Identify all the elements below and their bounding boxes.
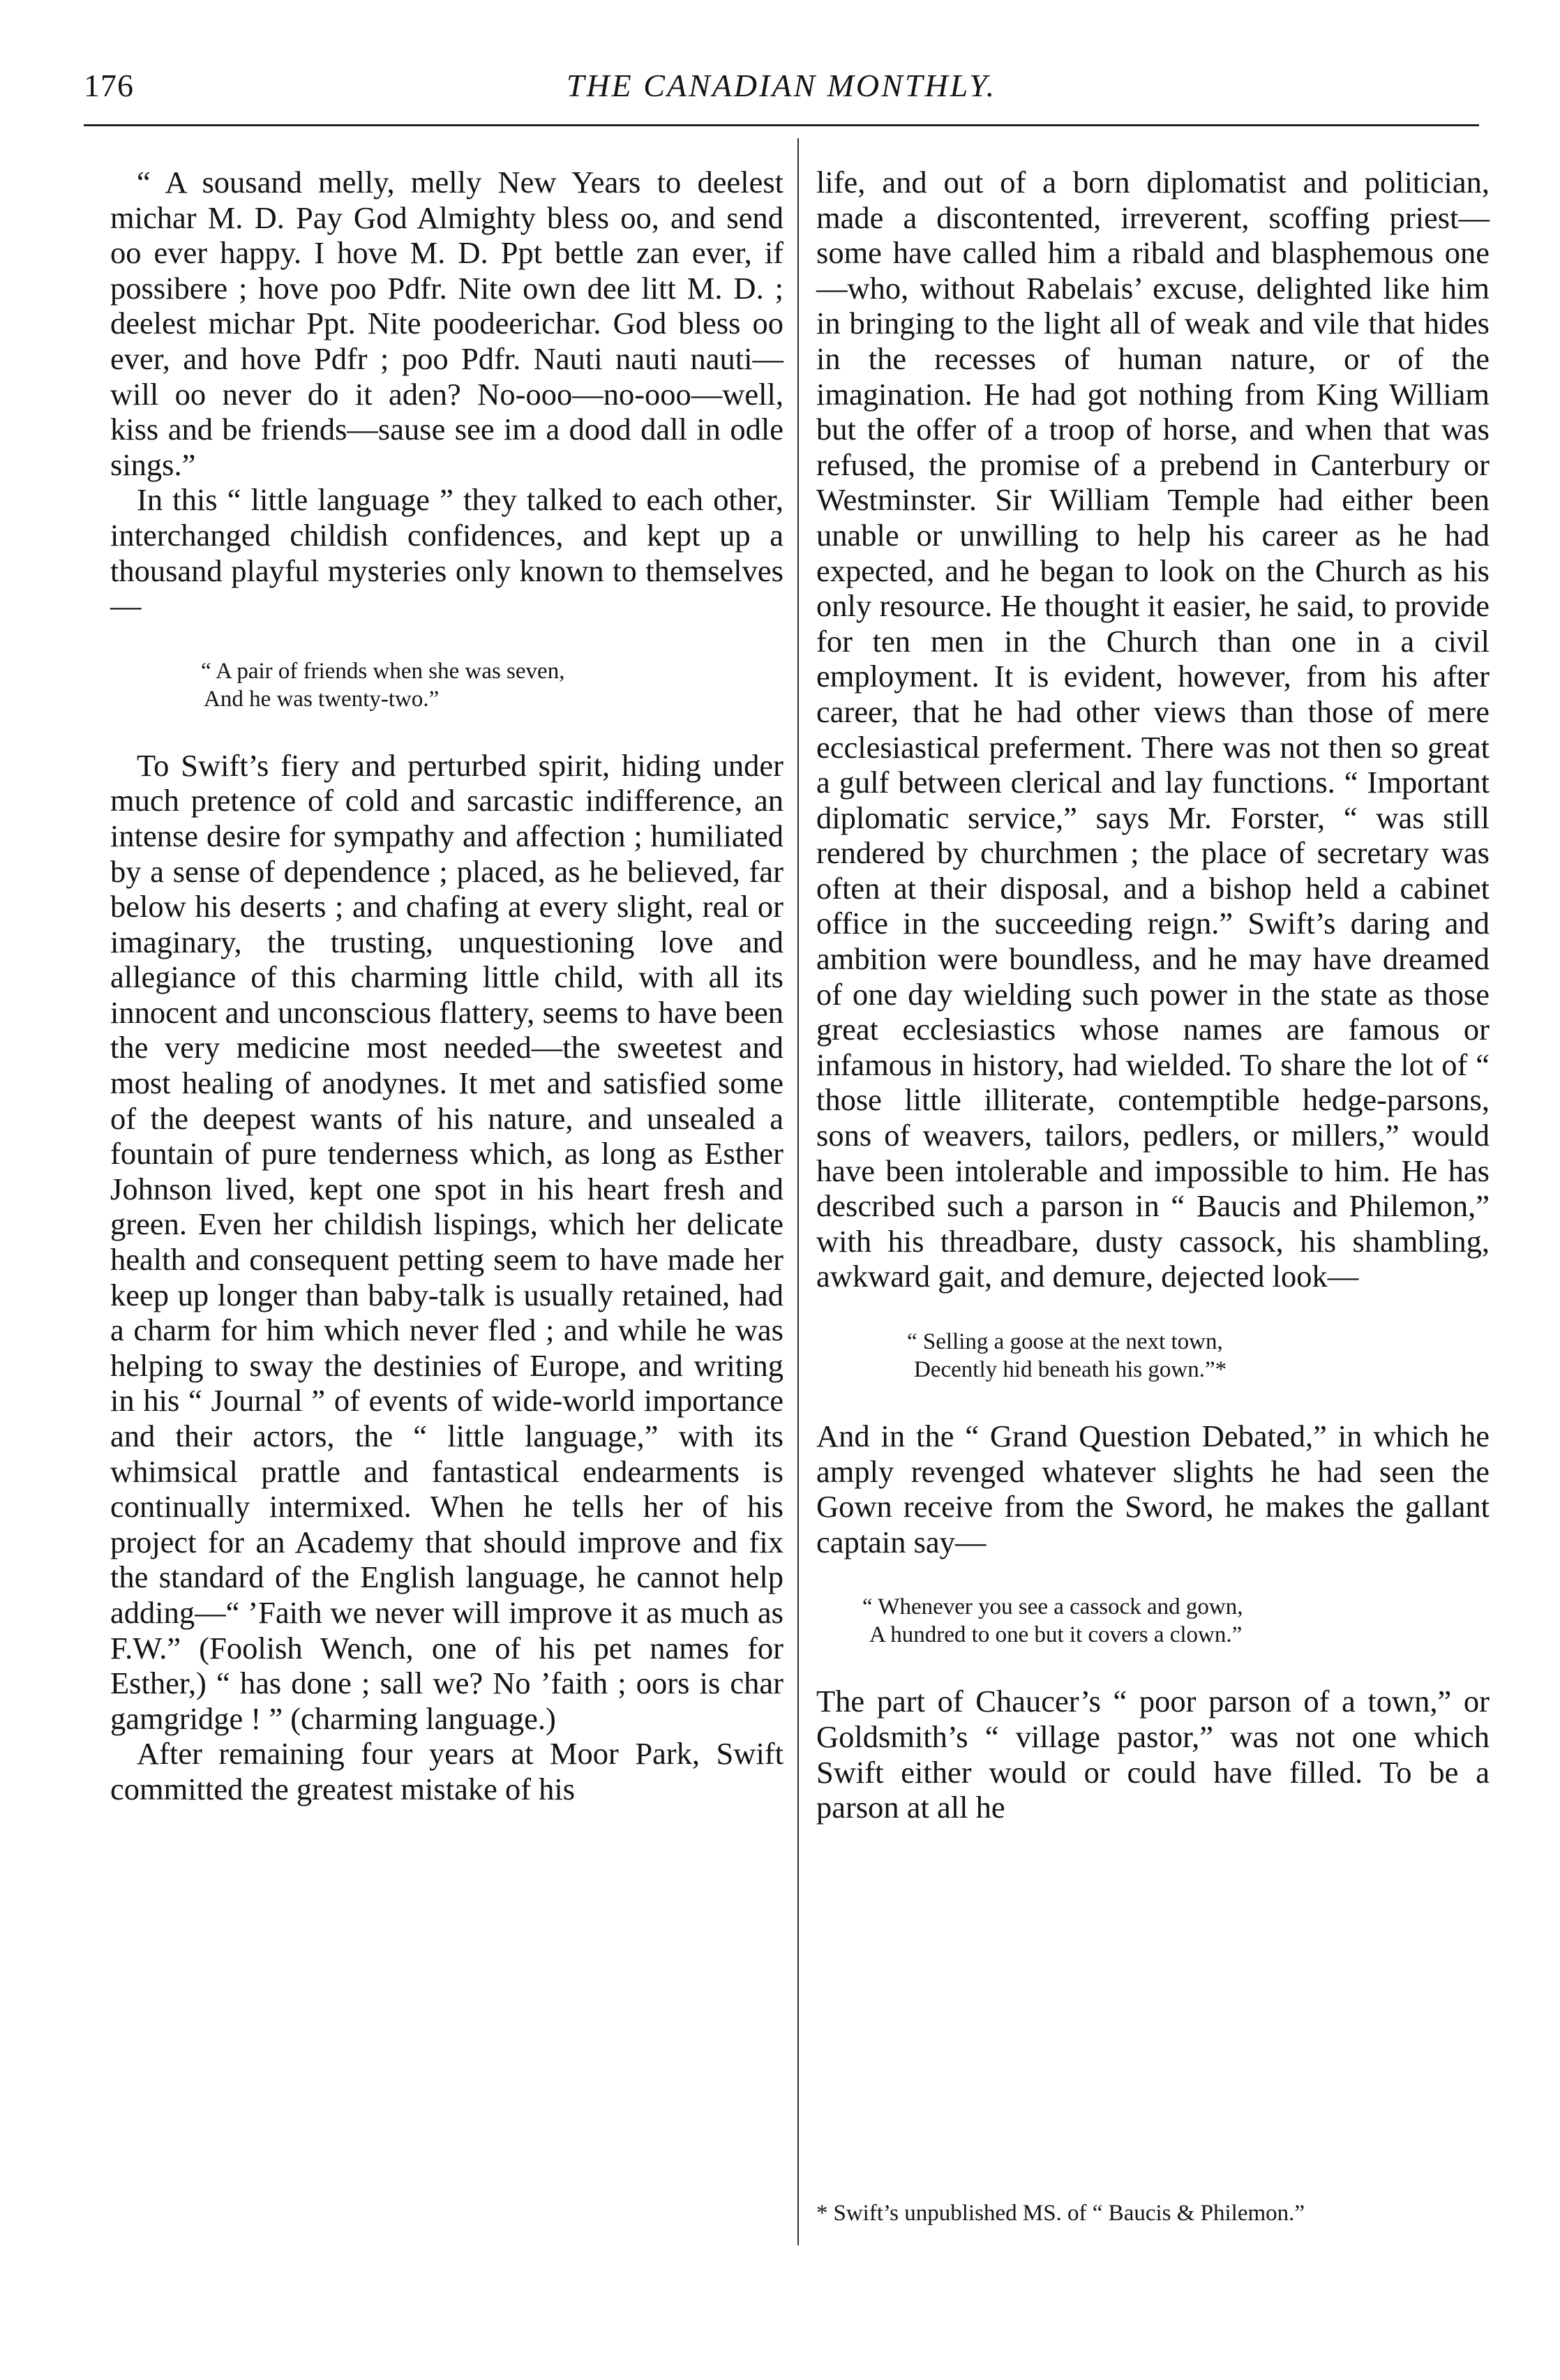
- verse-quote-pair-of-friends: [110, 657, 783, 713]
- footnote-text: Swift’s unpublished MS. of “ Baucis & Philemon.”: [833, 2201, 1305, 2226]
- verse-line: A hundred to one but it covers a clown.”: [869, 1622, 1243, 1648]
- paragraph-grand-question: And in the “ Grand Question Debated,” in which he amply revenged whatever slights he had seen the Gown receive from the Sword, he makes the gallant captain say—: [816, 1419, 1490, 1559]
- verse-line: And he was twenty-two.”: [204, 686, 440, 712]
- page-number: 176: [84, 68, 134, 103]
- little-language-letter: “ A sousand melly, melly New Years to deelest michar M. D. Pay God Almighty bless oo, and send oo ever happy. I hove M. D. Ppt bettle zan ever, if possibere ; hove poo Pdfr. Nite own dee litt M. D. ; deelest michar Ppt. Nite poodeerichar. God bless oo ever, and hove Pdfr ; poo Pdfr. Nauti nauti nauti—will oo never do it aden? No-ooo—no-ooo—well, kiss and be friends—sause see im a dood dall in odle sings.”: [110, 165, 783, 482]
- verse-quote-selling-goose: [816, 1328, 1490, 1384]
- footnote: [816, 2199, 1490, 2227]
- right-column: [816, 165, 1490, 1825]
- paragraph-swift-spirit: To Swift’s fiery and perturbed spirit, hiding under much pretence of cold and sarcastic indifference, an intense desire for sympathy and affection ; humiliated by a sense of dependence ; placed, as he believed, far below his deserts ; and chafing at every slight, real or imaginary, the trusting, unquestioning love and allegiance of this charming little child, with all its innocent and unconscious flattery, seems to have been the very medicine most needed—the sweetest and most healing of anodynes. It met and satisfied some of the deepest wants of his nature, and unsealed a fountain of pure tenderness which, as long as Esther Johnson lived, kept one spot in his heart fresh and green. Even her childish lispings, which her delicate health and consequent petting seem to have made her keep up longer than baby-talk is usually retained, had a charm for him which never fled ; and while he was helping to sway the destinies of Europe, and writing in his “ Journal ” of events of wide-world importance and their actors, the “ little language,” with its whimsical prattle and fantastical endearments is continually intermixed. When he tells her of his project for an Academy that should improve and fix the standard of the English language, he cannot help adding—“ ’Faith we never will improve it as much as F.W.” (Foolish Wench, one of his pet names for Esther,) “ has done ; sall we? No ’faith ; oors is char gamgridge ! ” (charming language.): [110, 747, 783, 1736]
- verse-line: “ A pair of friends when she was seven,: [201, 658, 565, 684]
- paragraph-diplomatist: life, and out of a born diplomatist and politician, made a discontented, irreverent, scoffing priest—some have called him a ribald and blasphemous one—who, without Rabelais’ excuse, delighted like him in bringing to the light all of weak and vile that hides in the recesses of human nature, or of the imagination. He had got nothing from King William but the offer of a troop of horse, and when that was refused, the promise of a prebend in Canterbury or Westminster. Sir William Temple had either been unable or unwilling to help his career as he had expected, and he began to look on the Church as his only resource. He thought it easier, he said, to provide for ten men in the Church than one in a civil employment. It is evident, however, from his after career, that he had other views than those of mere ecclesiastical preferment. There was not then so great a gulf between clerical and lay functions. “ Important diplomatic service,” says Mr. Forster, “ was still rendered by churchmen ; the place of secretary was often at their disposal, and a bishop held a cabinet office in the succeeding reign.” Swift’s daring and ambition were boundless, and he may have dreamed of one day wielding such power in the state as those great ecclesiastics whose names are famous or infamous in history, had wielded. To share the lot of “ those little illiterate, contemptible hedge-parsons, sons of weavers, tailors, pedlers, or millers,” would have been intolerable and impossible to him. He has described such a parson in “ Baucis and Philemon,” with his threadbare, dusty cassock, his shambling, awkward gait, and demure, dejected look—: [816, 165, 1490, 1294]
- left-column: [110, 165, 783, 1807]
- header-rule: [84, 124, 1479, 126]
- verse-line: “ Whenever you see a cassock and gown,: [862, 1594, 1243, 1620]
- paragraph-little-language: In this “ little language ” they talked to each other, interchanged childish confidences, and kept up a thousand playful mysteries only known to themselves—: [110, 482, 783, 624]
- verse-line: Decently hid beneath his gown.”*: [914, 1357, 1227, 1382]
- column-divider: [797, 138, 799, 2245]
- verse-quote-cassock: [816, 1593, 1490, 1649]
- paragraph-moor-park: After remaining four years at Moor Park, Swift committed the greatest mistake of his: [110, 1736, 783, 1806]
- verse-line: “ Selling a goose at the next town,: [907, 1329, 1223, 1354]
- page-header: [84, 67, 1479, 116]
- paragraph-chaucer-parson: The part of Chaucer’s “ poor parson of a town,” or Goldsmith’s “ village pastor,” was not one which Swift either would or could have filled. To be a parson at all he: [816, 1684, 1490, 1825]
- footnote-mark: *: [816, 2201, 828, 2226]
- running-head: THE CANADIAN MONTHLY.: [566, 68, 997, 103]
